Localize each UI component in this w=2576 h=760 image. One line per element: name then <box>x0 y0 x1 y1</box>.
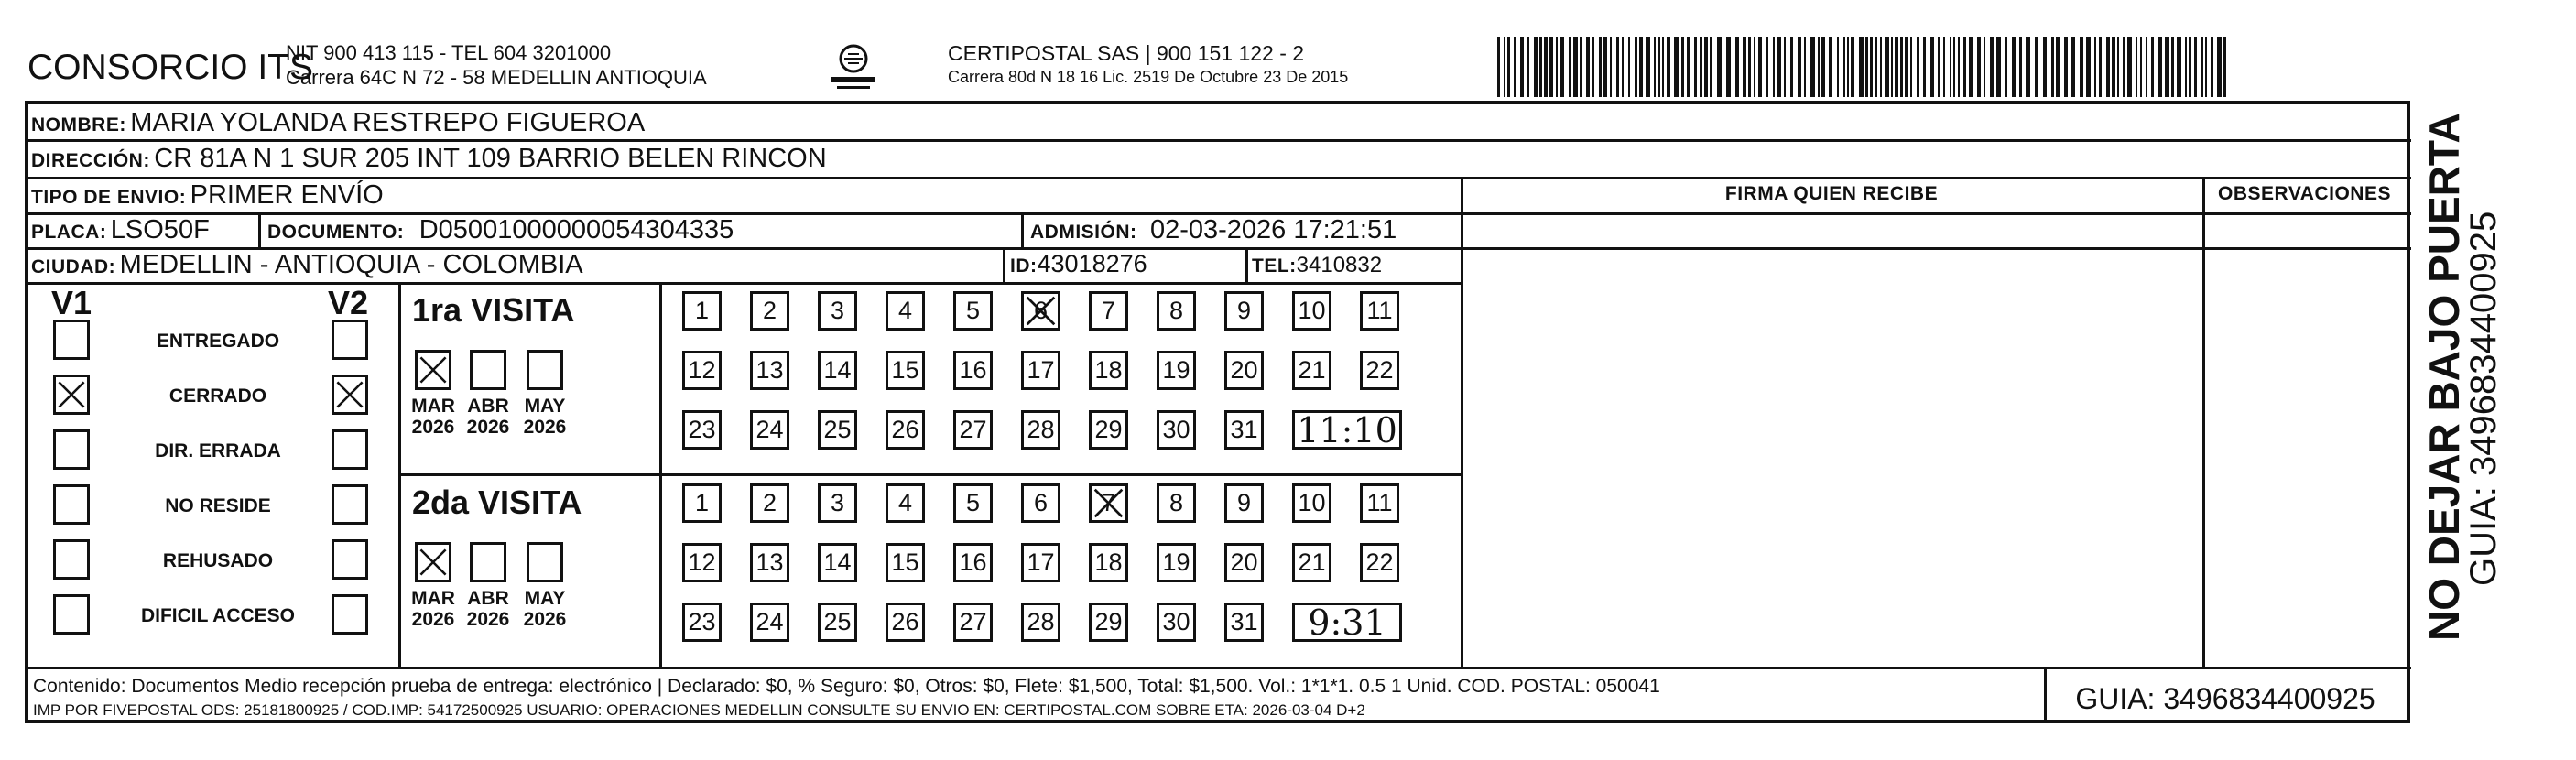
barcode-bar <box>2177 37 2181 97</box>
nombre-value: MARIA YOLANDA RESTREPO FIGUEROA <box>130 108 646 137</box>
barcode-bar <box>1810 37 1815 97</box>
barcode-bar <box>1754 37 1755 97</box>
v1-label: V1 <box>51 284 92 321</box>
barcode-bar <box>1910 37 1912 97</box>
barcode-bar <box>1758 37 1762 97</box>
barcode-bar <box>1694 37 1697 97</box>
visit1-title: 1ra VISITA <box>412 291 575 329</box>
barcode-bar <box>1654 37 1656 97</box>
barcode-bar <box>1891 37 1893 97</box>
status-label: DIFICIL ACCESO <box>140 605 295 626</box>
barcode-bar <box>1504 37 1505 97</box>
barcode-bar <box>1586 37 1590 97</box>
barcode-bar <box>2223 37 2226 97</box>
barcode-bar <box>1592 37 1594 97</box>
tel-value: 3410832 <box>1296 253 1383 277</box>
barcode-bar <box>2094 37 2096 97</box>
visit2-month-label: ABR 2026 <box>466 588 510 630</box>
visit1-month-label: MAY 2026 <box>523 396 567 438</box>
visit1-day-box[interactable]: 22 <box>1360 351 1399 390</box>
visit1-day-box[interactable]: 8 <box>1157 291 1196 331</box>
visit1-month-label: MAR 2026 <box>411 396 455 438</box>
barcode-bar <box>2201 37 2203 97</box>
barcode-bar <box>1726 37 1731 97</box>
barcode-bar <box>2217 37 2222 97</box>
visit2-day-box[interactable]: 25 <box>818 603 857 642</box>
visit2-day-box[interactable]: 18 <box>1089 543 1128 582</box>
barcode-bar <box>2080 37 2083 97</box>
direccion-row <box>31 144 827 174</box>
barcode-bar <box>1700 37 1702 97</box>
barcode-bar <box>2035 37 2038 97</box>
barcode-bar <box>2205 37 2207 97</box>
ciudad-value: MEDELLIN - ANTIOQUIA - COLOMBIA <box>119 250 583 279</box>
barcode-bar <box>1603 37 1607 97</box>
v2-checkbox[interactable] <box>332 429 368 470</box>
footer-guia: GUIA: 3496834400925 <box>2075 682 2375 715</box>
status-label: DIR. ERRADA <box>155 440 281 461</box>
barcode-bar <box>1658 37 1660 97</box>
barcode-bar <box>1674 37 1679 97</box>
barcode-bar <box>2086 37 2091 97</box>
visit1-day-box[interactable]: 28 <box>1021 410 1060 450</box>
barcode-bar <box>2071 37 2075 97</box>
barcode-bar <box>1556 37 1558 97</box>
barcode-bar <box>1628 37 1630 97</box>
visit1-day-box[interactable]: 25 <box>818 410 857 450</box>
direccion-value: CR 81A N 1 SUR 205 INT 109 BARRIO BELEN RINCON <box>154 144 827 173</box>
company-info <box>286 40 707 90</box>
observaciones-header: OBSERVACIONES <box>2218 183 2391 204</box>
visit2-day-box[interactable]: 2 <box>750 483 789 523</box>
barcode-bar <box>2151 37 2154 97</box>
visit2-day-box[interactable]: 26 <box>886 603 925 642</box>
barcode-bar <box>1549 37 1553 97</box>
barcode-bar <box>1943 37 1945 97</box>
barcode-bar <box>1875 37 1877 97</box>
visit2-month-checkbox[interactable] <box>415 542 451 582</box>
barcode-bar <box>1953 37 1955 97</box>
visit2-day-box[interactable]: 12 <box>682 543 722 582</box>
v1-checkbox[interactable] <box>53 484 90 525</box>
barcode-bar <box>1905 37 1908 97</box>
barcode-bar <box>1895 37 1898 97</box>
v1-checkbox[interactable] <box>53 429 90 470</box>
barcode-bar <box>1687 37 1690 97</box>
barcode-bar <box>2051 37 2054 97</box>
barcode-bar <box>2099 37 2102 97</box>
ciudad-cell <box>31 250 583 280</box>
ciudad-label: CIUDAD: <box>31 256 116 277</box>
barcode-bar <box>1837 37 1839 97</box>
barcode-bar <box>1616 37 1619 97</box>
barcode-bar <box>1748 37 1751 97</box>
visit1-time-box[interactable]: 11:10 <box>1292 410 1402 450</box>
side-guia: GUIA: 3496834400925 <box>2463 211 2504 586</box>
visit2-month-checkbox[interactable] <box>527 542 563 582</box>
barcode-bar <box>2123 37 2125 97</box>
visit2-day-box[interactable]: 3 <box>818 483 857 523</box>
barcode-bar <box>1681 37 1684 97</box>
barcode-bar <box>1977 37 1981 97</box>
documento-cell <box>267 215 734 245</box>
v1-checkbox[interactable] <box>53 320 90 360</box>
visit2-month-label: MAY 2026 <box>523 588 567 630</box>
visit2-day-box[interactable]: 24 <box>750 603 789 642</box>
admision-value: 02-03-2026 17:21:51 <box>1149 215 1397 244</box>
barcode-bar <box>1527 37 1529 97</box>
carrier-info <box>948 40 1348 88</box>
certipostal-logo-icon <box>824 37 883 95</box>
visit1-day-box[interactable]: 4 <box>886 291 925 331</box>
barcode-bar <box>1969 37 1973 97</box>
visit2-day-box[interactable]: 19 <box>1157 543 1196 582</box>
placa-cell <box>31 215 210 245</box>
address-line: Carrera 64C N 72 - 58 MEDELLIN ANTIOQUIA <box>286 66 707 89</box>
visit2-day-box[interactable]: 17 <box>1021 543 1060 582</box>
visit1-day-box[interactable]: 24 <box>750 410 789 450</box>
v1-checkbox[interactable] <box>53 375 90 415</box>
visit2-month-label: MAR 2026 <box>411 588 455 630</box>
visit2-day-box[interactable]: 31 <box>1224 603 1264 642</box>
visit1-day-box[interactable]: 9 <box>1224 291 1264 331</box>
footer-line2: IMP POR FIVEPOSTAL ODS: 25181800925 / COD.IMP: 54172500925 USUARIO: OPERACIONES MEDELLIN CONSULTE SU ENVIO EN: CERTIPOSTAL.COM SOBRE ETA: 2026-03-04 D+2 <box>33 701 1365 719</box>
barcode-bar <box>2056 37 2060 97</box>
visit1-day-box[interactable]: 18 <box>1089 351 1128 390</box>
visit1-day-box[interactable]: 3 <box>818 291 857 331</box>
visit1-month-label: ABR 2026 <box>466 396 510 438</box>
barcode-bar <box>2189 37 2191 97</box>
visit1-day-box[interactable]: 21 <box>1292 351 1331 390</box>
side-warning: NO DEJAR BAJO PUERTA <box>2420 113 2468 641</box>
visit1-day-box[interactable]: 27 <box>953 410 993 450</box>
visit2-day-box[interactable]: 7 <box>1089 483 1128 523</box>
visit2-day-box[interactable]: 23 <box>682 603 722 642</box>
barcode-bar <box>1950 37 1951 97</box>
status-label: CERRADO <box>168 385 267 407</box>
barcode-bar <box>2158 37 2162 97</box>
visit2-day-box[interactable]: 4 <box>886 483 925 523</box>
barcode-bar <box>1818 37 1820 97</box>
v2-checkbox[interactable] <box>332 484 368 525</box>
nombre-row <box>31 108 645 138</box>
barcode-bar <box>2140 37 2142 97</box>
status-label: ENTREGADO <box>156 331 280 352</box>
barcode-bar <box>1735 37 1739 97</box>
admision-label: ADMISIÓN: <box>1030 222 1137 243</box>
barcode-bar <box>1743 37 1746 97</box>
barcode-bar <box>1865 37 1868 97</box>
barcode-bar <box>2136 37 2137 97</box>
visit2-day-box[interactable]: 15 <box>886 543 925 582</box>
barcode-bar <box>1639 37 1643 97</box>
barcode-bar <box>1990 37 1994 97</box>
visit1-day-box[interactable]: 11 <box>1360 291 1399 331</box>
v2-checkbox[interactable] <box>332 320 368 360</box>
visit2-day-box[interactable]: 10 <box>1292 483 1331 523</box>
barcode-bar <box>1859 37 1864 97</box>
v2-label: V2 <box>328 284 369 321</box>
visit1-day-box[interactable]: 7 <box>1089 291 1128 331</box>
barcode-bar <box>1851 37 1854 97</box>
barcode-bar <box>1798 37 1801 97</box>
barcode-bar <box>1963 37 1966 97</box>
barcode-bar <box>1829 37 1832 97</box>
visit2-day-box[interactable]: 20 <box>1224 543 1264 582</box>
barcode-bar <box>1870 37 1873 97</box>
visit1-day-box[interactable]: 15 <box>886 351 925 390</box>
status-label: REHUSADO <box>162 550 274 571</box>
barcode-bar <box>1534 37 1538 97</box>
barcode-bar <box>1520 37 1524 97</box>
id-cell <box>1010 250 1147 278</box>
visit2-day-box[interactable]: 1 <box>682 483 722 523</box>
barcode-bar <box>1804 37 1806 97</box>
v1-checkbox[interactable] <box>53 539 90 580</box>
nit-line: NIT 900 413 115 - TEL 604 3201000 <box>286 41 612 64</box>
tipo-row <box>31 180 384 211</box>
barcode-bar <box>1885 37 1889 97</box>
visit1-day-box[interactable]: 5 <box>953 291 993 331</box>
barcode-bar <box>1900 37 1903 97</box>
placa-value: LSO50F <box>110 215 210 244</box>
barcode-bar <box>1497 37 1500 97</box>
barcode-bar <box>1560 37 1564 97</box>
barcode-bar <box>2185 37 2187 97</box>
barcode-bar <box>2019 37 2022 97</box>
id-value: 43018276 <box>1037 250 1147 277</box>
barcode-bar <box>1662 37 1664 97</box>
barcode-bar <box>1717 37 1722 97</box>
barcode-bar <box>1514 37 1516 97</box>
visit2-time-box[interactable]: 9:31 <box>1292 603 1402 642</box>
visit1-day-box[interactable]: 20 <box>1224 351 1264 390</box>
visit2-day-box[interactable]: 6 <box>1021 483 1060 523</box>
barcode-bar <box>1704 37 1708 97</box>
visit1-day-box[interactable]: 19 <box>1157 351 1196 390</box>
visit1-month-checkbox[interactable] <box>527 350 563 390</box>
v1-checkbox[interactable] <box>53 594 90 635</box>
carrier-line: CERTIPOSTAL SAS | 900 151 122 - 2 <box>948 41 1305 65</box>
barcode-bar <box>1569 37 1571 97</box>
barcode-bar <box>1996 37 2001 97</box>
barcode-bar <box>2106 37 2110 97</box>
visit1-day-box[interactable]: 10 <box>1292 291 1331 331</box>
barcode-bar <box>2127 37 2132 97</box>
visit1-day-box[interactable]: 1 <box>682 291 722 331</box>
visit1-month-checkbox[interactable] <box>470 350 506 390</box>
visit2-day-box[interactable]: 5 <box>953 483 993 523</box>
barcode-bar <box>1766 37 1768 97</box>
barcode-bar <box>2043 37 2047 97</box>
barcode-bar <box>1610 37 1612 97</box>
barcode-bar <box>2171 37 2174 97</box>
visit1-day-box[interactable]: 16 <box>953 351 993 390</box>
direccion-label: DIRECCIÓN: <box>31 150 150 171</box>
visit1-day-box[interactable]: 30 <box>1157 410 1196 450</box>
nombre-label: NOMBRE: <box>31 114 126 136</box>
barcode-bar <box>1667 37 1670 97</box>
documento-label: DOCUMENTO: <box>267 222 405 243</box>
v2-checkbox[interactable] <box>332 594 368 635</box>
barcode-bar <box>1622 37 1624 97</box>
visit1-day-box[interactable]: 23 <box>682 410 722 450</box>
barcode-bar <box>2165 37 2169 97</box>
barcode-bar <box>1821 37 1825 97</box>
barcode-bar <box>1984 37 1985 97</box>
barcode-bar <box>1773 37 1775 97</box>
v2-checkbox[interactable] <box>332 539 368 580</box>
barcode-bar <box>2012 37 2016 97</box>
tel-cell <box>1252 253 1382 278</box>
barcode-bar <box>1539 37 1542 97</box>
barcode-bar <box>2211 37 2213 97</box>
visit2-title: 2da VISITA <box>412 483 582 521</box>
visit1-day-box[interactable]: 13 <box>750 351 789 390</box>
barcode-bar <box>2064 37 2068 97</box>
documento-value: D05001000000054304335 <box>418 215 734 244</box>
footer-line1: Contenido: Documentos Medio recepción prueba de entrega: electrónico | Declarado: $0, % Seguro: $0, Otros: $0, Flete: $1,500, Total: $1,500. Vol.: 1*1*1. 0.5 1 Unid. COD. POSTAL: 050041 <box>33 676 1660 697</box>
tipo-label: TIPO DE ENVIO: <box>31 187 187 208</box>
visit2-month-checkbox[interactable] <box>470 542 506 582</box>
barcode-bar <box>1777 37 1781 97</box>
barcode-bar <box>1847 37 1849 97</box>
barcode-bar <box>1938 37 1940 97</box>
barcode-bar <box>2026 37 2030 97</box>
visit2-day-box[interactable]: 11 <box>1360 483 1399 523</box>
admision-cell <box>1030 215 1397 245</box>
status-label: NO RESIDE <box>165 495 271 516</box>
visit1-day-box[interactable]: 17 <box>1021 351 1060 390</box>
visit1-month-checkbox[interactable] <box>415 350 451 390</box>
barcode-bar <box>1580 37 1582 97</box>
barcode-bar <box>1710 37 1712 97</box>
barcode-bar <box>1784 37 1786 97</box>
tipo-value: PRIMER ENVÍO <box>190 180 384 210</box>
firma-header: FIRMA QUIEN RECIBE <box>1724 183 1939 204</box>
tel-label: TEL: <box>1252 255 1297 277</box>
barcode-bar <box>2146 37 2147 97</box>
visit1-day-box[interactable]: 31 <box>1224 410 1264 450</box>
id-label: ID: <box>1010 255 1038 277</box>
placa-label: PLACA: <box>31 222 107 243</box>
visit2-day-box[interactable]: 14 <box>818 543 857 582</box>
visit2-day-box[interactable]: 30 <box>1157 603 1196 642</box>
v2-checkbox[interactable] <box>332 375 368 415</box>
visit2-day-box[interactable]: 8 <box>1157 483 1196 523</box>
visit2-day-box[interactable]: 29 <box>1089 603 1128 642</box>
visit2-day-box[interactable]: 28 <box>1021 603 1060 642</box>
visit2-day-box[interactable]: 16 <box>953 543 993 582</box>
visit2-day-box[interactable]: 21 <box>1292 543 1331 582</box>
visit2-day-box[interactable]: 27 <box>953 603 993 642</box>
visit1-day-box[interactable]: 29 <box>1089 410 1128 450</box>
visit2-day-box[interactable]: 9 <box>1224 483 1264 523</box>
barcode-bar <box>2194 37 2197 97</box>
barcode-bar <box>1843 37 1845 97</box>
barcode-bar <box>1507 37 1510 97</box>
barcode-bar <box>1573 37 1578 97</box>
barcode-bar <box>1646 37 1650 97</box>
barcode-bar <box>1544 37 1548 97</box>
barcode-bar <box>1635 37 1637 97</box>
barcode-bar <box>1917 37 1919 97</box>
visit1-day-box[interactable]: 12 <box>682 351 722 390</box>
barcode-bar <box>1930 37 1934 97</box>
barcode <box>1497 37 2230 97</box>
barcode-bar <box>2005 37 2007 97</box>
barcode-bar <box>1923 37 1926 97</box>
barcode-bar <box>1599 37 1602 97</box>
barcode-bar <box>2117 37 2119 97</box>
visit2-day-box[interactable]: 13 <box>750 543 789 582</box>
visit1-day-box[interactable]: 14 <box>818 351 857 390</box>
visit1-day-box[interactable]: 26 <box>886 410 925 450</box>
visit1-day-box[interactable]: 2 <box>750 291 789 331</box>
company-name: CONSORCIO ITS <box>27 48 314 87</box>
carrier-address: Carrera 80d N 18 16 Lic. 2519 De Octubre 23 De 2015 <box>948 68 1349 86</box>
barcode-bar <box>1790 37 1793 97</box>
barcode-bar <box>1880 37 1882 97</box>
visit2-day-box[interactable]: 22 <box>1360 543 1399 582</box>
barcode-bar <box>2112 37 2115 97</box>
barcode-bar <box>1958 37 1960 97</box>
visit1-day-box[interactable]: 6 <box>1021 291 1060 331</box>
